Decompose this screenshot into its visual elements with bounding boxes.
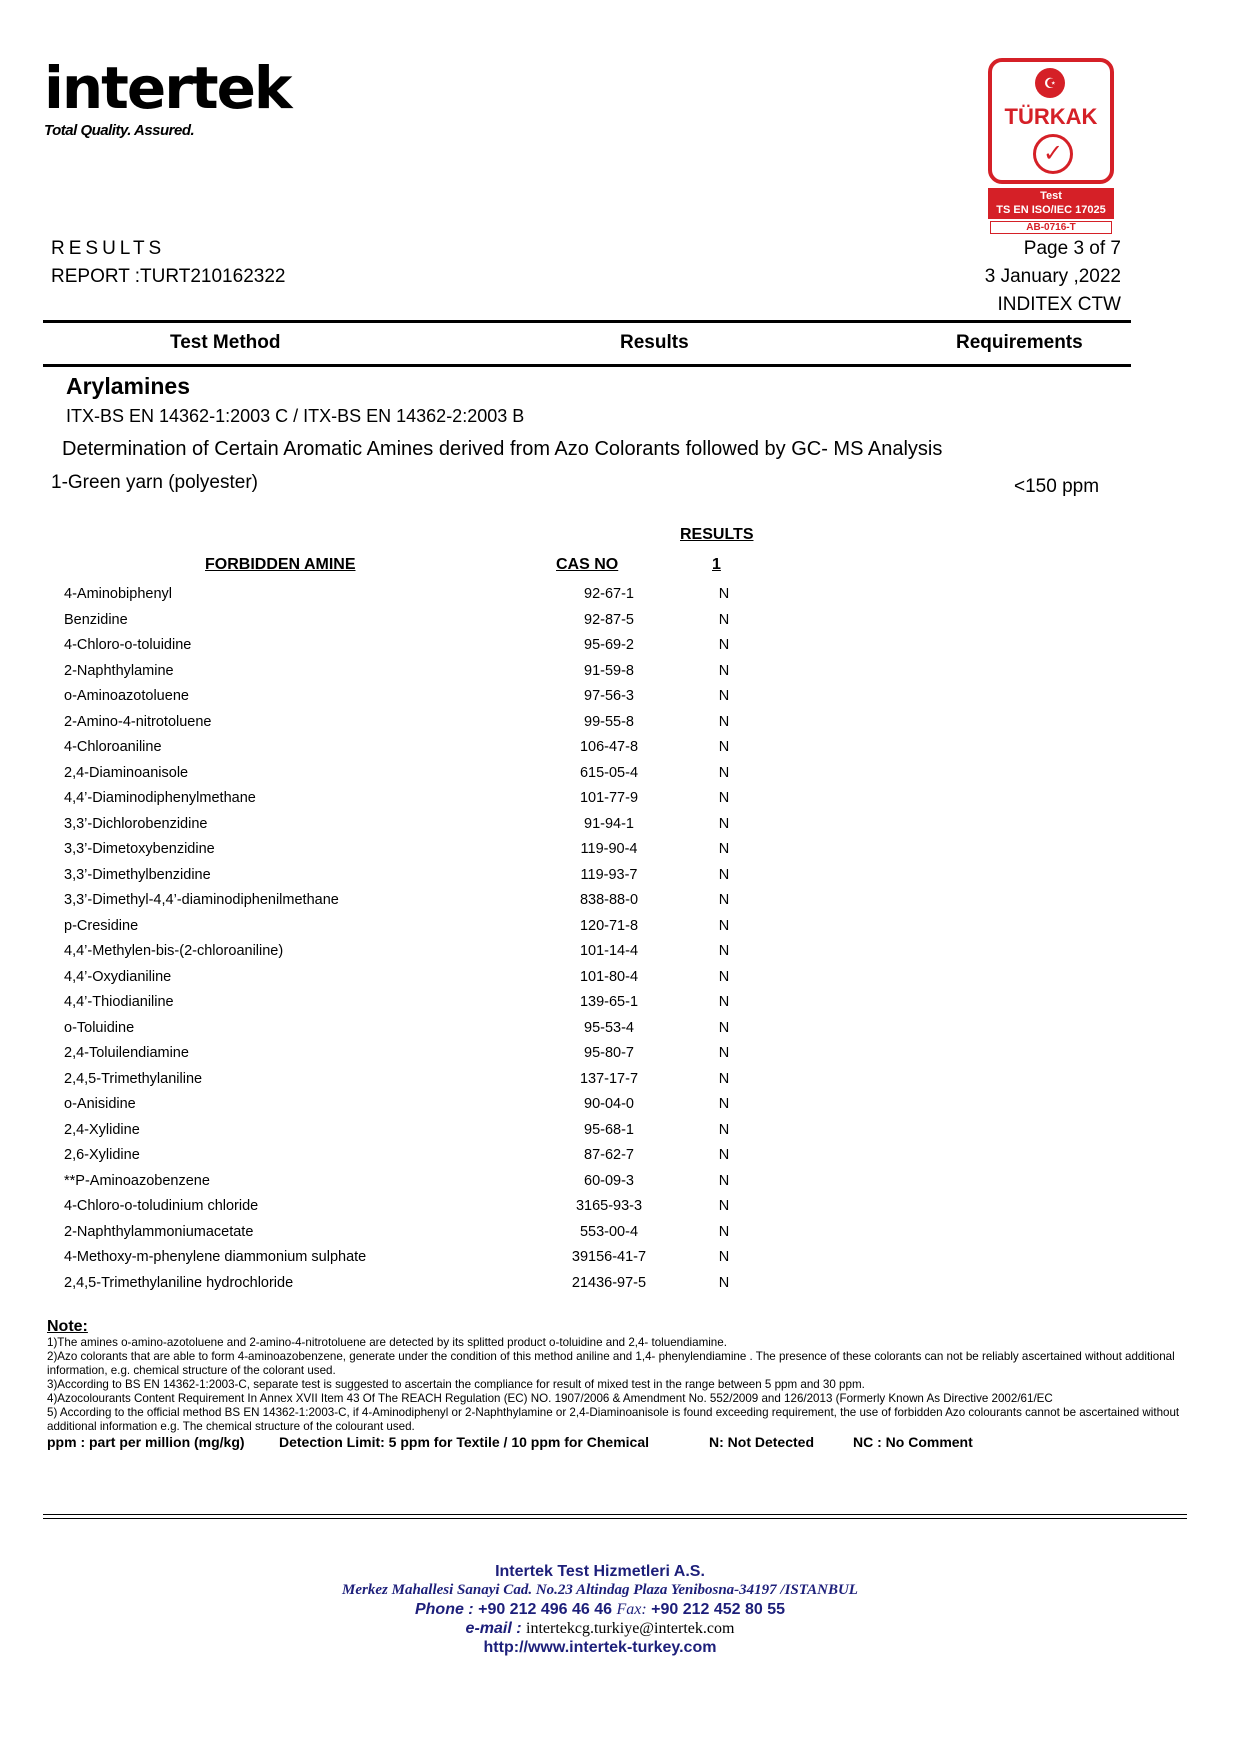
amine-name: 4-Chloro-o-toluidine — [64, 637, 192, 653]
cas-number: 99-55-8 — [584, 713, 634, 730]
legend-not-detected: N: Not Detected — [709, 1434, 815, 1450]
table-row — [64, 713, 764, 739]
report-date: 3 January ,2022 — [984, 266, 1121, 287]
note-item: 4)Azocolourants Content Requirement In Annex XVII Item 43 Of The REACH Regulation (EC) NO. 1907/2006 & Amendment No. 552/2009 and 126/2013 (Formerly Known As Directive 2002/61/EC — [47, 1392, 1053, 1405]
table-row — [64, 840, 764, 866]
amine-name: 4,4’-Methylen-bis-(2-chloroaniline) — [64, 943, 284, 959]
sample-description: 1-Green yarn (polyester) — [51, 472, 258, 493]
cas-number: 106-47-8 — [579, 739, 639, 755]
requirement-limit: <150 ppm — [1014, 476, 1100, 497]
amine-name: 4-Chloroaniline — [64, 739, 162, 755]
result-value: N — [718, 713, 730, 730]
cas-number: 90-04-0 — [584, 1096, 634, 1112]
method-description: Determination of Certain Aromatic Amines derived from Azo Colorants followed by GC- MS Analysis — [62, 438, 943, 460]
amine-name: **P-Aminoazobenzene — [64, 1172, 210, 1189]
result-value: N — [718, 1172, 730, 1189]
turkak-band-line1: Test — [1040, 190, 1062, 202]
table-row — [64, 993, 764, 1019]
cas-number: 95-80-7 — [584, 1045, 634, 1061]
cas-number: 838-88-0 — [579, 892, 639, 908]
amine-name: o-Aminoazotoluene — [64, 688, 189, 704]
table-row — [64, 891, 764, 917]
amine-name: 4-Methoxy-m-phenylene diammonium sulphate — [64, 1249, 367, 1265]
cas-number: 553-00-4 — [579, 1223, 639, 1240]
footer-email-line — [0, 1619, 1200, 1638]
footer-address: Merkez Mahallesi Sanayi Cad. No.23 Altindag Plaza Yenibosna-34197 /ISTANBUL — [342, 1582, 858, 1598]
note-item: 1)The amines o-amino-azotoluene and 2-amino-4-nitrotoluene are detected by its splitted product o-toluidine and 2,4- toluendiamine. — [47, 1336, 727, 1349]
result-value: N — [718, 611, 730, 628]
amine-name: 2,6-Xylidine — [64, 1147, 140, 1163]
check-icon: ✓ — [1033, 134, 1073, 174]
table-cas-header: CAS NO — [556, 556, 619, 573]
table-row — [64, 968, 764, 994]
cas-number: 87-62-7 — [584, 1147, 634, 1163]
amine-name: 2,4-Toluilendiamine — [64, 1045, 189, 1061]
cas-number: 95-53-4 — [584, 1019, 634, 1036]
notes-list — [47, 1336, 1197, 1434]
turkak-band — [988, 188, 1114, 219]
fax-label: Fax: — [616, 1601, 647, 1618]
result-value: N — [718, 892, 730, 908]
cas-number: 101-80-4 — [579, 968, 639, 985]
client-name: INDITEX CTW — [997, 294, 1121, 315]
note-item: 2)Azo colorants that are able to form 4-aminoazobenzene, generate under the condition of this method aniline and 1,4- phenylendiamine . The presence of these colorants can not be reliably ascertained without additional information, e.g. chemical structure of the colorant used. — [47, 1350, 1175, 1377]
cas-number: 95-69-2 — [584, 637, 634, 653]
cas-number: 120-71-8 — [579, 917, 639, 934]
table-row — [64, 1044, 764, 1070]
fax-number: +90 212 452 80 55 — [651, 1601, 786, 1618]
amine-name: o-Toluidine — [64, 1019, 135, 1036]
section-title: Arylamines — [66, 373, 191, 399]
footer-phone-line — [0, 1600, 1200, 1619]
amine-name: 2,4,5-Trimethylaniline — [64, 1070, 203, 1087]
amine-name: 4,4’-Thiodianiline — [64, 994, 174, 1010]
result-value: N — [718, 917, 730, 934]
result-value: N — [718, 1198, 730, 1214]
results-label: RESULTS — [51, 238, 166, 259]
result-value: N — [718, 1249, 730, 1265]
table-sample-header: 1 — [712, 556, 721, 573]
table-row — [64, 1197, 764, 1223]
table-row — [64, 738, 764, 764]
phone-number: +90 212 496 46 46 — [478, 1601, 612, 1618]
cas-number: 119-90-4 — [580, 841, 638, 857]
table-row — [64, 917, 764, 943]
note-item: 5) According to the official method BS EN 14362-1:2003-C, if 4-Aminodiphenyl or 2-Naphthylamine or 2,4-Diaminoanisole is found exceeding requirement, the use of forbidden Azo colourants cannot be ascertained without additional information e.g. The chemical structure of the colourant used. — [47, 1406, 1180, 1433]
table-row — [64, 1121, 764, 1147]
result-value: N — [718, 586, 730, 602]
star-glyph: ☪ — [1043, 75, 1057, 91]
amine-name: 4-Aminobiphenyl — [64, 586, 173, 602]
footer-website[interactable]: http://www.intertek-turkey.com — [483, 1639, 717, 1656]
cas-number: 101-77-9 — [579, 790, 639, 806]
amine-name: 4,4’-Diaminodiphenylmethane — [64, 790, 256, 806]
cas-number: 91-94-1 — [584, 815, 634, 832]
cas-number: 95-68-1 — [584, 1121, 634, 1138]
amine-name: 2-Naphthylammoniumacetate — [64, 1223, 254, 1240]
note-title: Note: — [47, 1318, 88, 1335]
footer-divider — [43, 1514, 1187, 1519]
logo-word: intertek — [44, 54, 291, 122]
amine-name: o-Anisidine — [64, 1096, 136, 1112]
cas-number: 39156-41-7 — [571, 1249, 647, 1265]
table-row — [64, 1223, 764, 1249]
result-value: N — [718, 841, 730, 857]
table-row — [64, 1146, 764, 1172]
table-row — [64, 1248, 764, 1274]
column-requirements: Requirements — [956, 332, 1083, 353]
report-number: REPORT :TURT210162322 — [51, 266, 286, 287]
result-value: N — [718, 815, 730, 832]
result-value: N — [718, 943, 730, 959]
result-value: N — [718, 1019, 730, 1036]
table-row — [64, 764, 764, 790]
page-number: Page 3 of 7 — [1023, 238, 1121, 259]
table-row — [64, 815, 764, 841]
turkak-accreditation-badge — [988, 58, 1114, 238]
amine-name: Benzidine — [64, 611, 128, 628]
cas-number: 3165-93-3 — [575, 1198, 643, 1214]
email-address[interactable]: intertekcg.turkiye@intertek.com — [526, 1620, 735, 1637]
method-standard: ITX-BS EN 14362-1:2003 C / ITX-BS EN 14362-2:2003 B — [66, 406, 525, 426]
cas-number: 92-67-1 — [584, 586, 634, 602]
amine-name: 3,3’-Dichlorobenzidine — [64, 815, 208, 832]
result-value: N — [718, 790, 730, 806]
amine-name: 2,4,5-Trimethylaniline hydrochloride — [64, 1274, 294, 1291]
result-value: N — [718, 637, 730, 653]
amine-name: 3,3’-Dimethylbenzidine — [64, 866, 211, 883]
cas-number: 137-17-7 — [579, 1070, 639, 1087]
result-value: N — [718, 1121, 730, 1138]
cas-number: 97-56-3 — [584, 688, 634, 704]
column-results: Results — [620, 332, 689, 353]
amine-name: 2,4-Diaminoanisole — [64, 764, 189, 781]
table-row — [64, 1274, 764, 1300]
result-value: N — [718, 866, 730, 883]
turkak-name: TÜRKAK — [1004, 104, 1098, 129]
result-value: N — [718, 1070, 730, 1087]
cas-number: 60-09-3 — [584, 1172, 634, 1189]
table-row — [64, 662, 764, 688]
result-value: N — [718, 764, 730, 781]
cas-number: 101-14-4 — [579, 943, 639, 959]
result-value: N — [718, 1096, 730, 1112]
legend-no-comment: NC : No Comment — [853, 1434, 973, 1450]
table-row — [64, 866, 764, 892]
table-row — [64, 585, 764, 611]
phone-label: Phone : — [414, 1601, 474, 1618]
logo-tagline: Total Quality. Assured. — [44, 122, 195, 139]
column-test-method: Test Method — [170, 332, 281, 353]
amine-name: 4-Chloro-o-toludinium chloride — [64, 1198, 259, 1214]
turkak-band-line2: TS EN ISO/IEC 17025 — [996, 204, 1106, 216]
amine-table — [64, 585, 764, 1299]
header-rule-bottom — [43, 364, 1131, 367]
table-row — [64, 942, 764, 968]
result-value: N — [718, 662, 730, 679]
result-value: N — [718, 1045, 730, 1061]
turkak-frame — [988, 58, 1114, 184]
table-row — [64, 1095, 764, 1121]
legend-detection-limit: Detection Limit: 5 ppm for Textile / 10 ppm for Chemical — [279, 1434, 650, 1450]
table-row — [64, 789, 764, 815]
footer — [0, 1562, 1200, 1657]
email-label: e-mail : — [465, 1620, 522, 1637]
amine-name: 3,3’-Dimetoxybenzidine — [64, 841, 215, 857]
header-rule-top — [43, 320, 1131, 323]
table-row — [64, 636, 764, 662]
amine-name: 4,4’-Oxydianiline — [64, 968, 172, 985]
amine-name: 2,4-Xylidine — [64, 1121, 140, 1138]
cas-number: 91-59-8 — [584, 662, 634, 679]
table-row — [64, 1172, 764, 1198]
table-amine-header: FORBIDDEN AMINE — [205, 556, 356, 573]
crescent-star-icon — [1035, 68, 1065, 98]
table-row — [64, 687, 764, 713]
cas-number: 119-93-7 — [580, 866, 638, 883]
cas-number: 21436-97-5 — [571, 1274, 647, 1291]
result-value: N — [718, 1223, 730, 1240]
amine-name: p-Cresidine — [64, 917, 139, 934]
amine-name: 2-Amino-4-nitrotoluene — [64, 713, 212, 730]
footer-company: Intertek Test Hizmetleri A.S. — [495, 1563, 705, 1580]
turkak-code: AB-0716-T — [990, 221, 1112, 234]
note-item: 3)According to BS EN 14362-1:2003-C, separate test is suggested to ascertain the compliance for result of mixed test in the range between 5 ppm and 30 ppm. — [47, 1378, 865, 1391]
result-value: N — [718, 1147, 730, 1163]
cas-number: 92-87-5 — [584, 611, 634, 628]
intertek-logo — [44, 54, 344, 139]
table-row — [64, 1019, 764, 1045]
result-value: N — [718, 968, 730, 985]
cas-number: 139-65-1 — [579, 994, 639, 1010]
table-row — [64, 611, 764, 637]
result-value: N — [718, 994, 730, 1010]
table-results-header: RESULTS — [680, 526, 754, 543]
result-value: N — [718, 1274, 730, 1291]
amine-name: 3,3’-Dimethyl-4,4’-diaminodiphenilmethane — [64, 892, 339, 908]
result-value: N — [718, 739, 730, 755]
legend-ppm: ppm : part per million (mg/kg) — [47, 1434, 245, 1450]
amine-name: 2-Naphthylamine — [64, 662, 174, 679]
result-value: N — [718, 688, 730, 704]
cas-number: 615-05-4 — [579, 764, 639, 781]
table-row — [64, 1070, 764, 1096]
